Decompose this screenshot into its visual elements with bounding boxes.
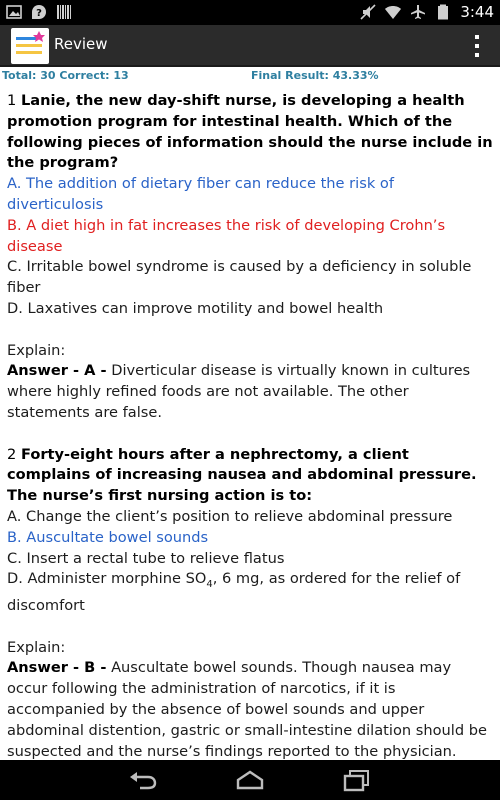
question-text: Lanie, the new day-shift nurse, is developing a health promotion program for intestinal health. Which of the following pieces of information should the nurse include in the program? <box>7 92 493 172</box>
status-time: 3:44 <box>460 3 494 21</box>
option-d-after: , 6 mg, as ordered for the relief of discomfort <box>7 570 461 615</box>
status-bar <box>0 0 500 25</box>
option: C. Irritable bowel syndrome is caused by a deficiency in soluble fiber <box>7 258 472 297</box>
option-correct: A. The addition of dietary fiber can reduce the risk of diverticulosis <box>7 175 394 213</box>
question-number: 2 <box>7 445 17 463</box>
overflow-menu-button[interactable] <box>474 35 480 57</box>
answer-text: Auscultate bowel sounds. Though nausea may occur following the administration of narcotics, if it is accompanied by the absence of bowel sounds and upper abdominal distention, gastric or small-intestine dilation should be suspected and the nurse’s findings reported to the physician. <box>7 659 488 760</box>
airplane-mode-icon <box>410 4 426 20</box>
image-icon <box>6 4 22 20</box>
navigation-bar <box>0 760 500 800</box>
no-sound-icon <box>360 4 376 20</box>
review-content[interactable] <box>7 91 493 783</box>
option: C. Insert a rectal tube to relieve flatus <box>7 549 285 567</box>
barcode-icon <box>56 4 72 20</box>
option-correct: B. Auscultate bowel sounds <box>7 528 209 546</box>
explain-label: Explain: <box>7 341 66 359</box>
option <box>7 569 493 617</box>
overflow-dot <box>475 44 479 48</box>
option: D. Laxatives can improve motility and bowel health <box>7 299 384 317</box>
answer-key: Answer - B - <box>7 659 107 677</box>
option-selected-wrong: B. A diet high in fat increases the risk of developing Crohn’s disease <box>7 216 446 255</box>
status-right-icons <box>360 3 494 21</box>
explain-label: Explain: <box>7 638 66 656</box>
answer-explanation <box>7 361 493 423</box>
action-bar <box>0 25 500 67</box>
option-d-before: D. Administer morphine SO <box>7 570 207 588</box>
score-total: Total: 30 Correct: 13 <box>2 69 129 82</box>
question-header <box>7 91 493 174</box>
option: A. Change the client’s position to relieve abdominal pressure <box>7 507 453 525</box>
page-title: Review <box>54 35 108 53</box>
question-item <box>7 91 493 424</box>
app-logo-graphic <box>11 28 49 64</box>
svg-text:?: ? <box>36 8 42 19</box>
question-header <box>7 445 493 507</box>
wifi-icon <box>385 4 401 20</box>
answer-text: Diverticular disease is virtually known in cultures where highly refined foods are not available. The other statements are false. <box>7 362 471 421</box>
question-item <box>7 445 493 763</box>
option-d-subscript: 4 <box>206 579 213 591</box>
question-notification-icon <box>31 4 47 20</box>
overflow-dot <box>475 53 479 57</box>
recent-apps-icon[interactable] <box>342 768 372 792</box>
back-icon[interactable] <box>128 768 158 792</box>
app-logo-icon[interactable] <box>11 28 49 64</box>
home-icon[interactable] <box>235 768 265 792</box>
question-text: Forty-eight hours after a nephrectomy, a client complains of increasing nausea and abdominal pressure. The nurse’s first nursing action is to: <box>7 445 477 505</box>
battery-icon <box>435 4 451 20</box>
question-number: 1 <box>7 92 17 109</box>
status-left-icons <box>6 4 72 20</box>
overflow-dot <box>475 35 479 39</box>
score-summary <box>0 69 500 83</box>
answer-explanation <box>7 658 493 762</box>
answer-key: Answer - A - <box>7 362 107 380</box>
final-result: Final Result: 43.33% <box>251 69 379 82</box>
